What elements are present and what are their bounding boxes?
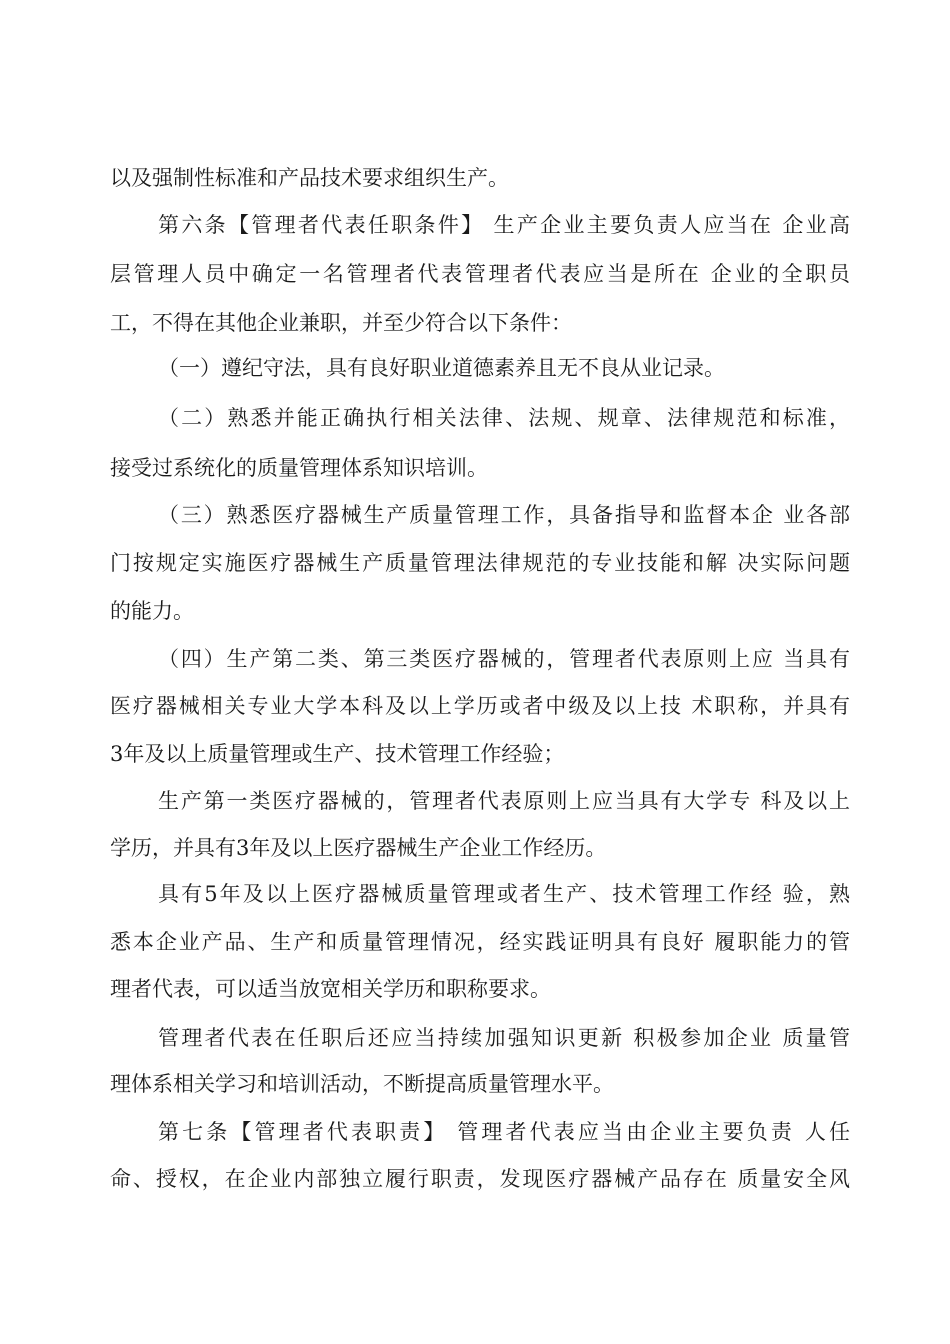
text-line: （一）遵纪守法，具有良好职业道德素养且无不良从业记录。 — [158, 356, 725, 380]
text-line: 以及强制性标准和产品技术要求组织生产。 — [110, 166, 509, 190]
text-line: 层管理人员中确定一名管理者代表管理者代表应当是所在 企业的全职员 — [110, 262, 850, 286]
text-line: 接受过系统化的质量管理体系知识培训。 — [110, 456, 488, 480]
text-line: （三）熟悉医疗器械生产质量管理工作，具备指导和监督本企 业各部 — [158, 503, 850, 527]
text-line: 的能力。 — [110, 599, 194, 623]
text-line: （二）熟悉并能正确执行相关法律、法规、规章、法律规范和标准， — [158, 406, 850, 430]
text-line: 学历，并具有3年及以上医疗器械生产企业工作经历。 — [110, 836, 607, 860]
text-line: 管理者代表在任职后还应当持续加强知识更新 积极参加企业 质量管 — [158, 1026, 850, 1050]
text-line: 具有5年及以上医疗器械质量管理或者生产、技术管理工作经 验，熟 — [158, 882, 850, 906]
text-line: 生产第一类医疗器械的，管理者代表原则上应当具有大学专 科及以上 — [158, 789, 850, 813]
text-line: 理体系相关学习和培训活动，不断提高质量管理水平。 — [110, 1072, 614, 1096]
text-line: （四）生产第二类、第三类医疗器械的，管理者代表原则上应 当具有 — [158, 647, 850, 671]
text-line: 第七条【管理者代表职责】 管理者代表应当由企业主要负责 人任 — [158, 1120, 850, 1144]
text-line: 门按规定实施医疗器械生产质量管理法律规范的专业技能和解 决实际问题 — [110, 551, 850, 575]
text-line: 第六条【管理者代表任职条件】 生产企业主要负责人应当在 企业高 — [158, 213, 850, 237]
text-line: 理者代表，可以适当放宽相关学历和职称要求。 — [110, 977, 551, 1001]
text-line: 工，不得在其他企业兼职，并至少符合以下条件： — [110, 311, 572, 335]
text-line: 悉本企业产品、生产和质量管理情况，经实践证明具有良好 履职能力的管 — [110, 930, 850, 954]
text-line: 命、授权，在企业内部独立履行职责，发现医疗器械产品存在 质量安全风 — [110, 1167, 850, 1191]
text-line: 医疗器械相关专业大学本科及以上学历或者中级及以上技 术职称，并具有 — [110, 694, 850, 718]
text-line: 3年及以上质量管理或生产、技术管理工作经验； — [110, 742, 565, 766]
